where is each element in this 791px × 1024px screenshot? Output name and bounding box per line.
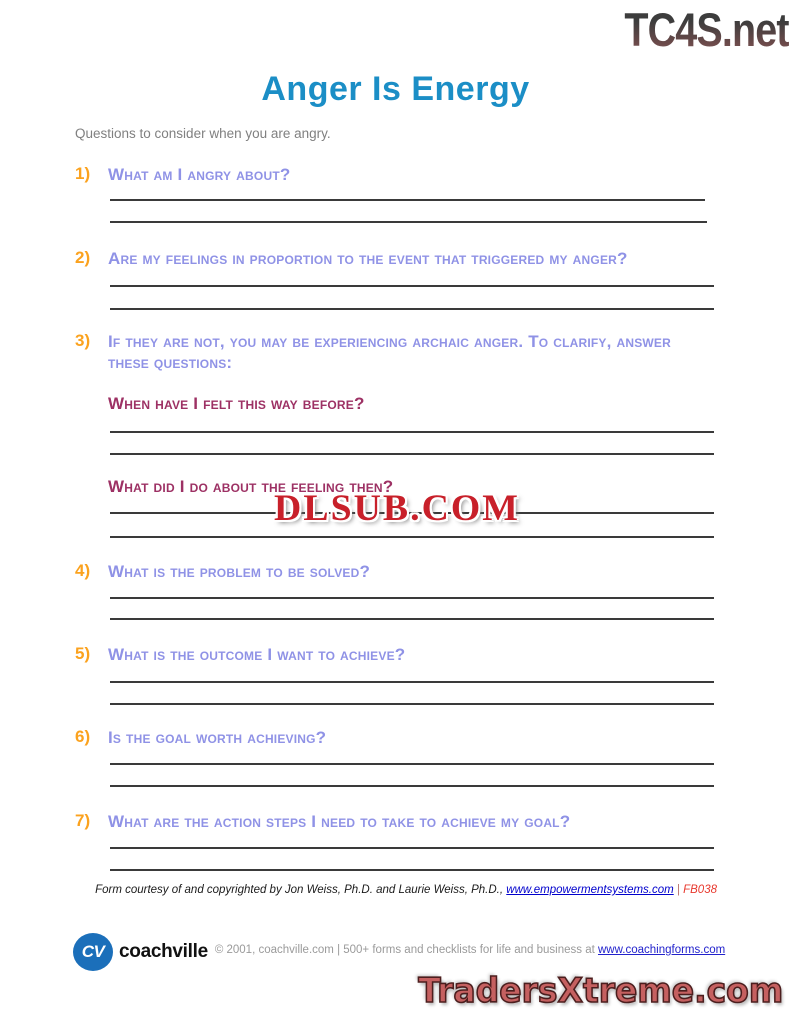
question-number: 5) xyxy=(75,644,91,663)
answer-line xyxy=(110,199,705,201)
question-text: What am I angry about? xyxy=(108,165,291,184)
courtesy-text: Form courtesy of and copyrighted by Jon Weiss, Ph.D. and Laurie Weiss, Ph.D., xyxy=(95,884,507,896)
subquestion-text-2: What did I do about the feeling then? xyxy=(108,477,394,496)
question-text: Are my feelings in proportion to the event that triggered my anger? xyxy=(108,249,628,268)
page-title: Anger Is Energy xyxy=(261,70,530,108)
subquestion-text-1: When have I felt this way before? xyxy=(108,394,365,413)
courtesy-note xyxy=(75,884,717,896)
question-number: 7) xyxy=(75,811,91,830)
answer-line xyxy=(110,763,714,765)
page-subtitle: Questions to consider when you are angry. xyxy=(75,126,331,141)
question-text: What are the action steps I need to take to achieve my goal? xyxy=(108,812,571,831)
coachville-logo-initials: CV xyxy=(81,942,105,961)
answer-line xyxy=(110,221,707,223)
question-number: 1) xyxy=(75,164,91,183)
answer-line xyxy=(110,285,714,287)
answer-line xyxy=(110,618,714,620)
question-text: Is the goal worth achieving? xyxy=(108,728,327,747)
answer-line xyxy=(110,308,714,310)
question-number: 6) xyxy=(75,727,91,746)
coachville-logo-icon xyxy=(73,933,113,971)
copyright-note xyxy=(190,944,750,956)
question-number: 3) xyxy=(75,331,91,350)
empowermentsystems-link[interactable]: www.empowermentsystems.com xyxy=(506,884,674,896)
tc4s-watermark: TC4S.net xyxy=(624,3,789,56)
answer-line xyxy=(110,703,714,705)
answer-line xyxy=(110,453,714,455)
question-number: 4) xyxy=(75,561,91,580)
dlsub-watermark: DLSUB.COM xyxy=(274,488,520,529)
question-text: If they are not, you may be experiencing archaic anger. To clarify, answer these questions: xyxy=(108,332,672,372)
question-number: 2) xyxy=(75,248,91,267)
answer-line xyxy=(110,536,714,538)
answer-line xyxy=(110,869,714,871)
tradersxtreme-watermark: TradersXtreme.com xyxy=(418,971,783,1011)
question-text: What is the problem to be solved? xyxy=(108,562,371,581)
coachingforms-link[interactable]: www.coachingforms.com xyxy=(597,944,726,956)
answer-line xyxy=(110,681,714,683)
answer-line xyxy=(110,847,714,849)
question-text: What is the outcome I want to achieve? xyxy=(108,645,406,664)
copyright-text: © 2001, coachville.com | 500+ forms and checklists for life and business at xyxy=(214,944,598,956)
answer-line xyxy=(110,431,714,433)
coachville-wordmark: coachville xyxy=(119,941,208,962)
form-code: FB038 xyxy=(683,884,717,896)
answer-line xyxy=(110,597,714,599)
courtesy-separator: | xyxy=(673,884,684,896)
answer-line xyxy=(110,785,714,787)
